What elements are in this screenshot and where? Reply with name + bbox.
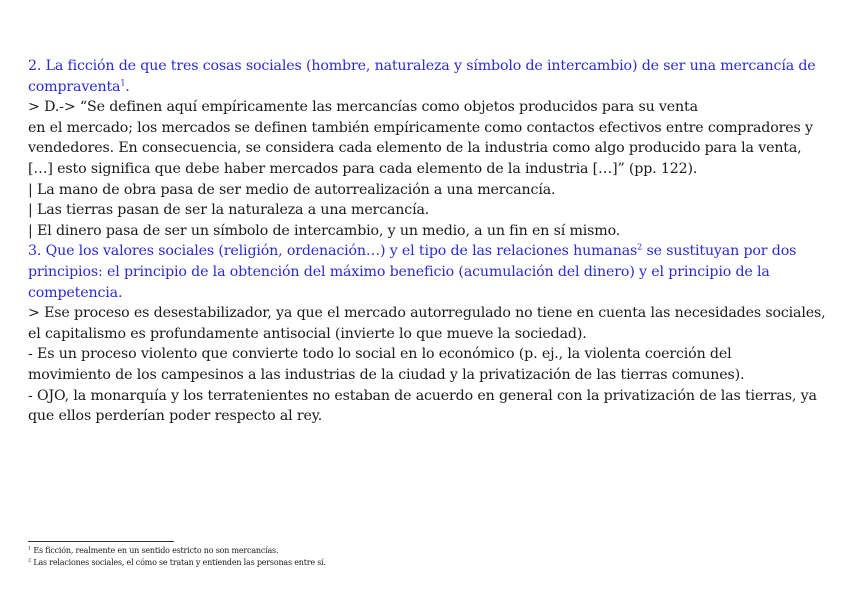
footnote-number: 1 — [28, 545, 31, 552]
section-3-heading-line: principios: el principio de la obtención del máximo beneficio (acumulación del dinero) y el principio de la — [28, 263, 770, 280]
footnote-separator — [28, 541, 174, 542]
point-land: | Las tierras pasan de ser la naturaleza a una mercancía. — [28, 202, 430, 219]
section-2-heading-line — [28, 77, 820, 98]
footnote-2 — [28, 557, 728, 569]
paragraph-line: - OJO, la monarquía y los terratenientes no estaban de acuerdo en general con la privatización de las tierras, ya — [28, 387, 817, 404]
document-body — [28, 56, 826, 427]
section-2-heading-end: . — [125, 78, 130, 95]
footnote-reference-2: 2 — [637, 242, 643, 252]
paragraph-line: el capitalismo es profundamente antisocial (invierte lo que mueve la sociedad). — [28, 325, 587, 342]
section-2-heading-text: compraventa — [28, 78, 121, 95]
quote-line: > D.-> “Se definen aquí empíricamente las mercancías como objetos producidos para su venta — [28, 99, 698, 116]
paragraph-line: > Ese proceso es desestabilizador, ya que el mercado autorregulado no tiene en cuenta las necesidades sociales, — [28, 305, 826, 322]
quote-line: vendedores. En consecuencia, se considera cada elemento de la industria como algo producido para la venta, — [28, 140, 802, 157]
section-2-heading-line — [28, 56, 820, 77]
footnote-text: Las relaciones sociales, el cómo se tratan y entienden las personas entre sí. — [30, 558, 326, 567]
section-2-heading-text: 2. La ficción de que tres cosas sociales (hombre, naturaleza y símbolo de intercambio) de ser una mercancía de — [28, 58, 816, 74]
footnote-number: 2 — [28, 557, 31, 564]
quote-line: en el mercado; los mercados se definen también empíricamente como contactos efectivos entre compradores y — [28, 119, 813, 136]
section-3-heading-line — [28, 241, 820, 262]
footnote-reference-1: 1 — [120, 77, 126, 87]
paragraph-line: que ellos perderían poder respecto al rey. — [28, 408, 323, 425]
footnote-text: Es ficción, realmente en un sentido estricto no son mercancías. — [30, 546, 279, 555]
section-3-heading-text: se sustituyan por dos — [642, 243, 797, 260]
point-money: | El dinero pasa de ser un símbolo de intercambio, y un medio, a un fin en sí mismo. — [28, 222, 621, 239]
paragraph-line: - Es un proceso violento que convierte todo lo social en lo económico (p. ej., la violenta coerción del — [28, 346, 732, 363]
point-labor: | La mano de obra pasa de ser medio de autorrealización a una mercancía. — [28, 181, 556, 198]
footnote-1 — [28, 545, 728, 557]
paragraph-line: movimiento de los campesinos a las industrias de la ciudad y la privatización de las tierras comunes). — [28, 366, 745, 383]
section-3-heading-line: competencia. — [28, 284, 123, 301]
quote-line: […] esto significa que debe haber mercados para cada elemento de la industria […]” (pp. 122). — [28, 160, 698, 177]
footnotes — [28, 545, 728, 569]
section-3-heading-text: 3. Que los valores sociales (religión, ordenación…) y el tipo de las relaciones humanas — [28, 243, 638, 260]
